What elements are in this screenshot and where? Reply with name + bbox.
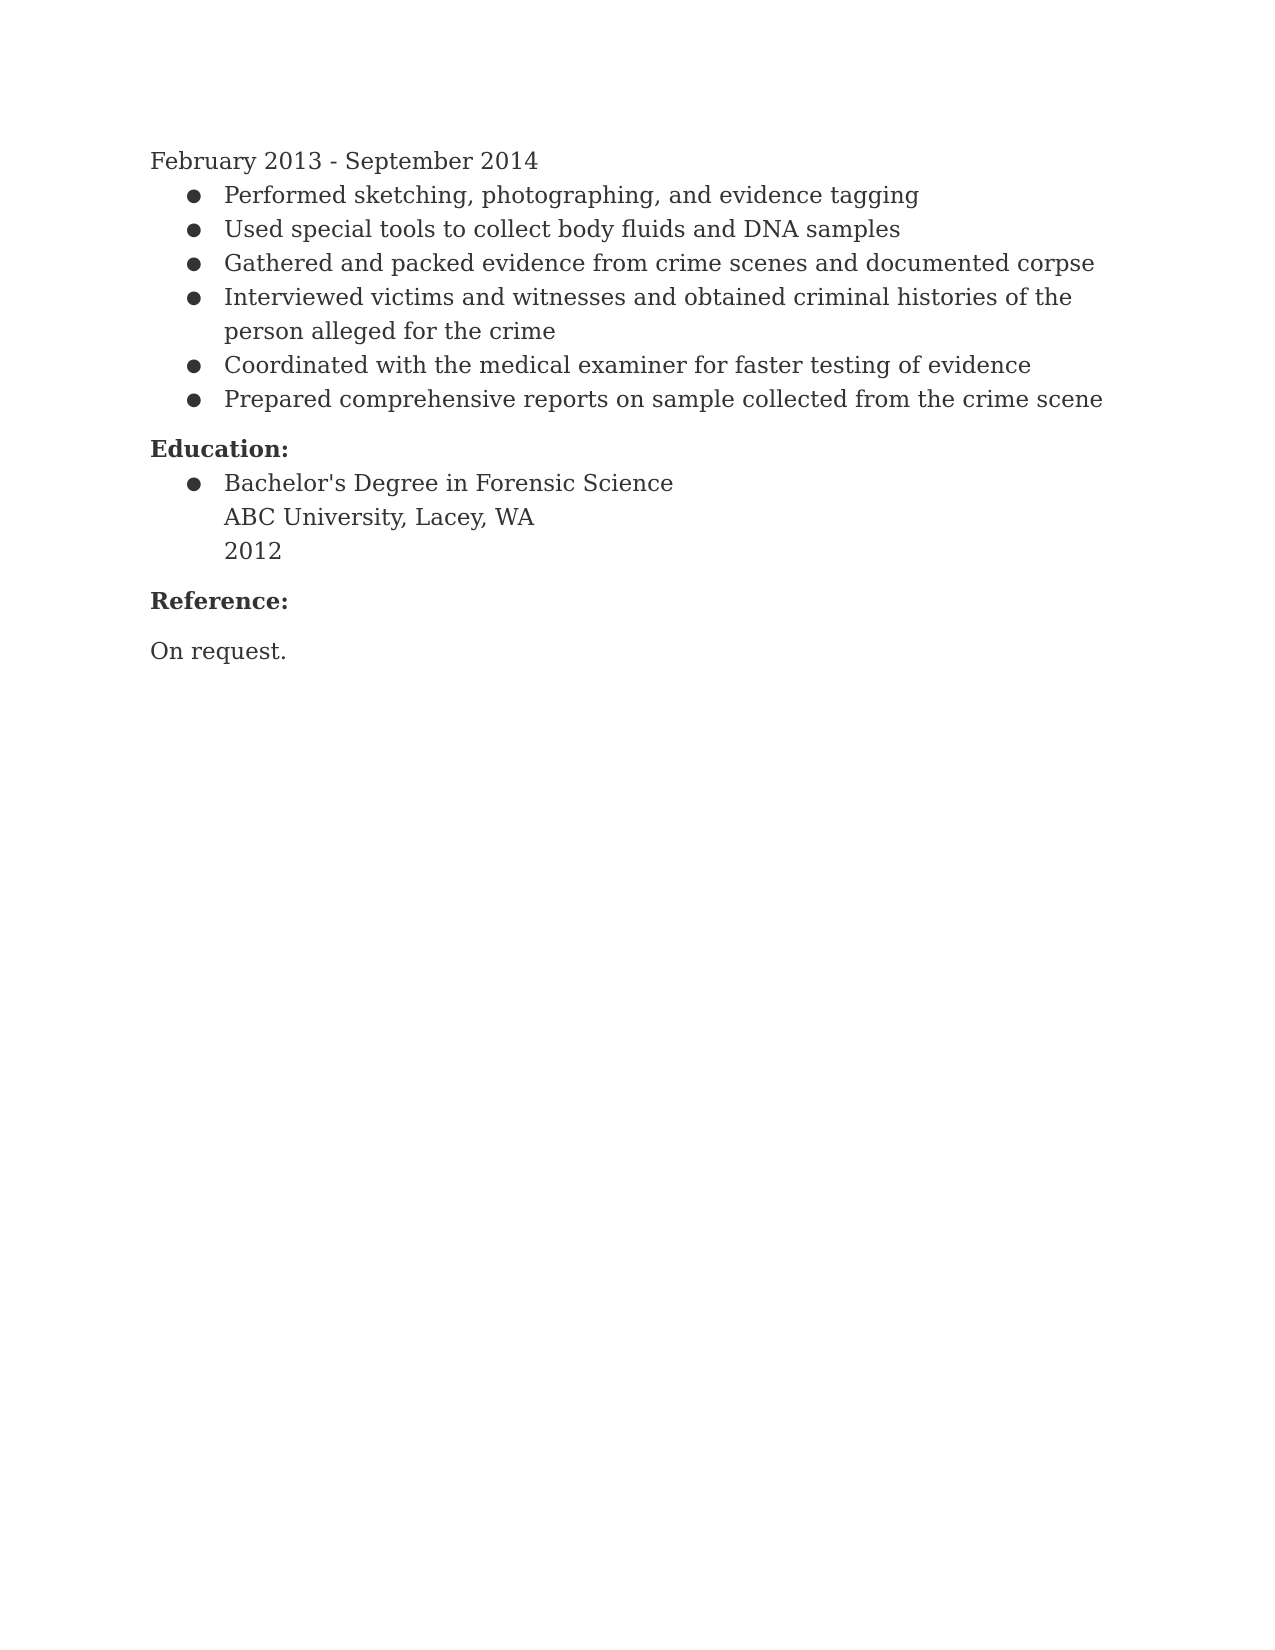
list-item: ● Interviewed victims and witnesses and obtained criminal histories of the person alleged for the crime: [224, 281, 1110, 349]
bullet-icon: ●: [186, 219, 202, 240]
education-school: ABC University, Lacey, WA: [224, 505, 535, 531]
list-item: ● Prepared comprehensive reports on sample collected from the crime scene: [224, 383, 1110, 417]
list-item: ● Used special tools to collect body fluids and DNA samples: [224, 213, 1110, 247]
reference-text: On request.: [150, 639, 288, 665]
education-degree: Bachelor's Degree in Forensic Science: [224, 471, 674, 497]
document-page: [150, 145, 1110, 669]
education-heading: Education:: [150, 436, 290, 463]
bullet-icon: ●: [186, 473, 202, 494]
bullet-icon: ●: [186, 355, 202, 376]
education-list: [150, 467, 1110, 569]
list-item: ● Gathered and packed evidence from crime scenes and documented corpse: [224, 247, 1110, 281]
bullet-icon: ●: [186, 253, 202, 274]
experience-date-range: February 2013 - September 2014: [150, 149, 539, 175]
list-item: ● Coordinated with the medical examiner for faster testing of evidence: [224, 349, 1110, 383]
education-entry: [186, 467, 1110, 569]
list-item: ● Performed sketching, photographing, and evidence tagging: [224, 179, 1110, 213]
reference-heading: Reference:: [150, 588, 289, 615]
bullet-icon: ●: [186, 287, 202, 308]
bullet-icon: ●: [186, 185, 202, 206]
experience-bullet-list: [150, 179, 1110, 417]
education-year: 2012: [224, 539, 283, 565]
bullet-icon: ●: [186, 389, 202, 410]
